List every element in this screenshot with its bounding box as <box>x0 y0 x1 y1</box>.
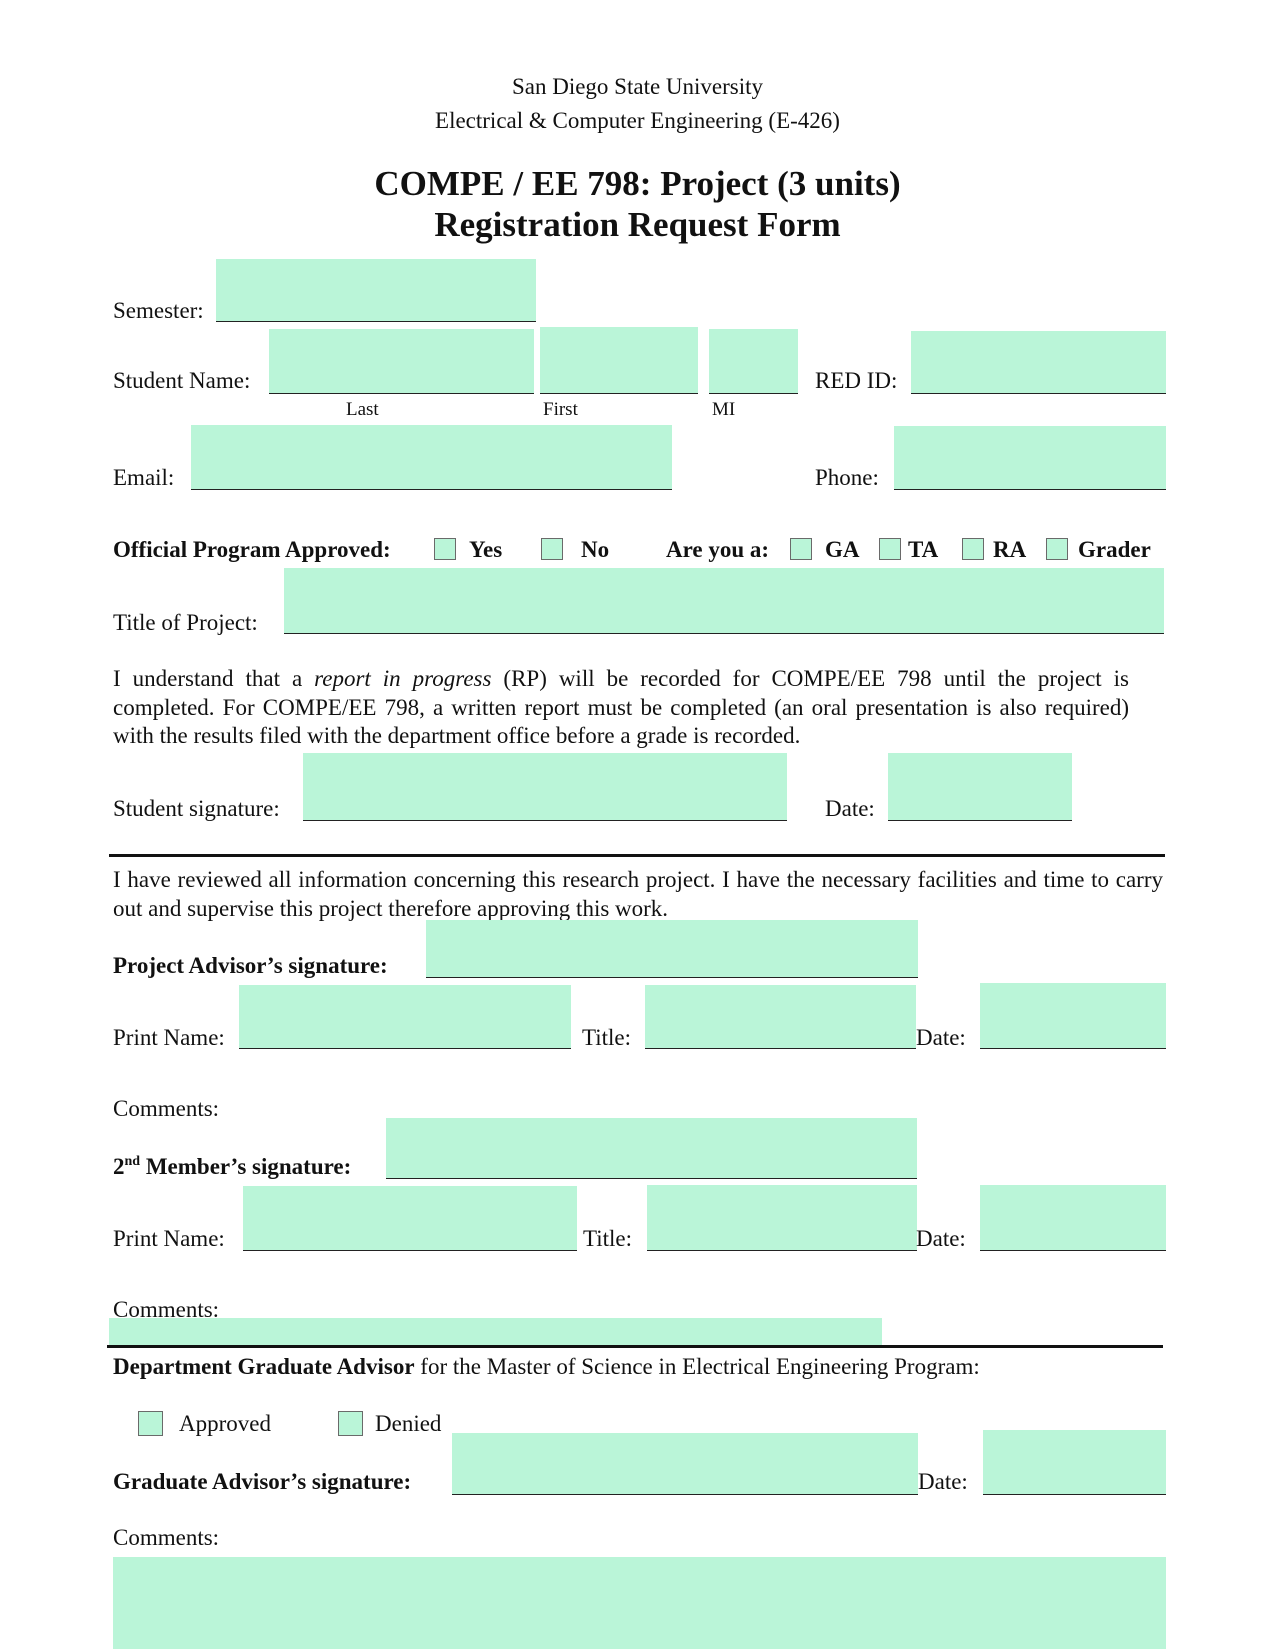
role-grader-checkbox[interactable] <box>1046 538 1068 560</box>
role-ra-label: RA <box>993 537 1027 562</box>
member2-title-field[interactable] <box>647 1185 917 1251</box>
advisor-title-label: Title: <box>582 1025 632 1050</box>
advisor-date-label: Date: <box>916 1025 966 1050</box>
role-ga-checkbox[interactable] <box>790 538 812 560</box>
advisor-title-field[interactable] <box>645 985 916 1049</box>
approved-label: Approved <box>179 1411 271 1436</box>
advisor-date-field[interactable] <box>980 983 1166 1049</box>
member2-print-name-label: Print Name: <box>113 1226 225 1251</box>
student-date-label: Date: <box>825 796 875 821</box>
grad-advisor-comments-field[interactable] <box>113 1557 1166 1649</box>
advisor-statement: I have reviewed all information concerning this research project. I have the necessary facilities and time to carry out and supervise this project therefore approving this work. <box>113 867 1163 921</box>
member2-date-field[interactable] <box>980 1185 1166 1251</box>
member2-comments-label: Comments: <box>113 1297 220 1322</box>
phone-label: Phone: <box>815 465 879 490</box>
student-signature-label: Student signature: <box>113 796 280 821</box>
role-ta-label: TA <box>908 537 939 562</box>
phone-field[interactable] <box>894 426 1166 490</box>
section-divider-2 <box>107 1345 1163 1348</box>
middle-initial-field[interactable] <box>709 329 798 394</box>
member2-title-label: Title: <box>583 1226 633 1251</box>
member2-signature-field[interactable] <box>386 1118 917 1179</box>
advisor-comments-label: Comments: <box>113 1096 220 1121</box>
student-name-label: Student Name: <box>113 368 251 393</box>
role-question-label: Are you a: <box>666 537 770 562</box>
last-name-field[interactable] <box>269 329 534 394</box>
program-approved-label: Official Program Approved: <box>113 537 391 562</box>
program-yes-checkbox[interactable] <box>434 538 456 560</box>
role-grader-label: Grader <box>1078 537 1151 562</box>
semester-field[interactable] <box>216 259 536 322</box>
program-yes-label: Yes <box>469 537 503 562</box>
member2-date-label: Date: <box>916 1226 966 1251</box>
denied-label: Denied <box>375 1411 442 1436</box>
section-divider <box>109 854 1165 857</box>
student-signature-field[interactable] <box>303 753 787 821</box>
last-caption: Last <box>346 399 379 420</box>
department-name: Electrical & Computer Engineering (E-426) <box>435 108 840 133</box>
role-ta-checkbox[interactable] <box>879 538 901 560</box>
university-name: San Diego State University <box>511 74 764 99</box>
semester-label: Semester: <box>113 298 204 323</box>
first-caption: First <box>543 399 578 420</box>
mi-caption: MI <box>712 399 736 420</box>
redid-field[interactable] <box>911 331 1166 394</box>
advisor-signature-label: Project Advisor’s signature: <box>113 953 388 978</box>
redid-label: RED ID: <box>815 368 898 393</box>
rp-statement: I understand that a report in progress (RP) will be recorded for COMPE/EE 798 until the project is completed. For COMPE/EE 798, a written report must be completed (an oral presentation is also required) with the results filed with the department office before a grade is recorded. <box>113 666 1129 748</box>
email-field[interactable] <box>191 425 672 490</box>
member2-signature-label: 2nd Member’s signature: <box>113 1154 352 1179</box>
member2-print-name-field[interactable] <box>243 1186 577 1251</box>
program-no-checkbox[interactable] <box>541 538 563 560</box>
approved-checkbox[interactable] <box>138 1411 163 1436</box>
project-title-label: Title of Project: <box>113 610 258 635</box>
denied-checkbox[interactable] <box>338 1411 363 1436</box>
grad-advisor-signature-label: Graduate Advisor’s signature: <box>113 1469 412 1494</box>
form-title-line2: Registration Request Form <box>434 205 841 244</box>
grad-advisor-date-field[interactable] <box>983 1430 1166 1495</box>
student-date-field[interactable] <box>888 753 1072 821</box>
advisor-print-name-field[interactable] <box>239 985 571 1049</box>
role-ra-checkbox[interactable] <box>962 538 984 560</box>
first-name-field[interactable] <box>540 327 698 394</box>
advisor-print-name-label: Print Name: <box>113 1025 225 1050</box>
member2-comments-field[interactable] <box>109 1318 882 1346</box>
advisor-signature-field[interactable] <box>426 920 918 978</box>
program-no-label: No <box>581 537 610 562</box>
grad-advisor-comments-label: Comments: <box>113 1525 220 1550</box>
email-label: Email: <box>113 465 175 490</box>
grad-advisor-signature-field[interactable] <box>452 1433 918 1495</box>
grad-advisor-date-label: Date: <box>918 1469 968 1494</box>
grad-advisor-heading: Department Graduate Advisor for the Master of Science in Electrical Engineering Program: <box>113 1354 980 1379</box>
form-title-line1: COMPE / EE 798: Project (3 units) <box>374 164 901 203</box>
role-ga-label: GA <box>825 537 860 562</box>
project-title-field[interactable] <box>284 568 1164 634</box>
